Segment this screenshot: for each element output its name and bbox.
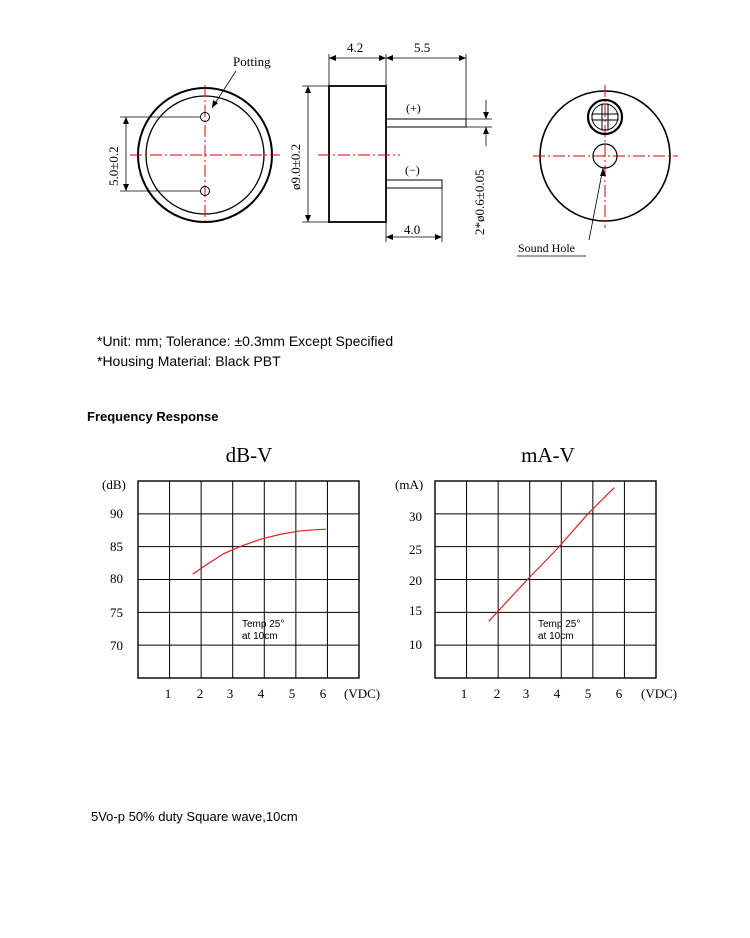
side-body xyxy=(329,86,386,222)
y-unit-label: (dB) xyxy=(102,477,126,492)
annotation-temp: Temp 25° xyxy=(538,619,581,630)
sound-hole-label: Sound Hole xyxy=(518,241,575,255)
x-tick-label: 3 xyxy=(522,686,530,701)
back-view xyxy=(517,85,678,256)
sound-hole-leader xyxy=(589,168,603,240)
x-tick-label: 4 xyxy=(553,686,561,701)
y-tick-label: 20 xyxy=(409,573,422,588)
plot-frame xyxy=(138,481,359,678)
annotation-temp: Temp 25° xyxy=(242,619,285,630)
short-lead-label: 4.0 xyxy=(404,222,421,237)
section-title: Frequency Response xyxy=(87,409,219,424)
db-v-chart xyxy=(102,443,380,701)
y-tick-label: 85 xyxy=(110,539,123,554)
chart-title: mA-V xyxy=(521,443,575,467)
x-tick-label: 6 xyxy=(319,686,327,701)
x-tick-label: 5 xyxy=(288,686,296,701)
x-tick-label: 1 xyxy=(460,686,468,701)
x-unit-label: (VDC) xyxy=(641,686,678,701)
y-unit-label: (mA) xyxy=(395,477,424,492)
positive-lead xyxy=(386,119,466,127)
ma-v-chart xyxy=(395,443,677,701)
housing-note: *Housing Material: Black PBT xyxy=(97,353,281,369)
pin-spacing-label: 5.0±0.2 xyxy=(106,146,121,186)
potting-label: Potting xyxy=(233,54,271,69)
annotation-distance: at 10cm xyxy=(538,631,574,642)
annotation-distance: at 10cm xyxy=(242,631,278,642)
x-tick-label: 2 xyxy=(196,686,204,701)
footer-note: 5Vo-p 50% duty Square wave,10cm xyxy=(91,809,298,824)
x-tick-label: 1 xyxy=(164,686,172,701)
plot-frame xyxy=(435,481,656,678)
x-tick-label: 3 xyxy=(226,686,234,701)
y-tick-label: 75 xyxy=(110,605,123,620)
x-unit-label: (VDC) xyxy=(344,686,381,701)
positive-label: (+) xyxy=(406,101,421,115)
diameter-label: ø9.0±0.2 xyxy=(288,143,303,190)
negative-lead xyxy=(386,180,442,188)
x-tick-label: 5 xyxy=(584,686,592,701)
series-line-spl xyxy=(193,529,326,574)
y-tick-label: 90 xyxy=(110,506,123,521)
series-line-current xyxy=(489,488,615,622)
y-tick-label: 15 xyxy=(409,603,422,618)
chart-title: dB-V xyxy=(225,443,273,467)
negative-label: (−) xyxy=(405,163,420,177)
unit-note: *Unit: mm; Tolerance: ±0.3mm Except Specified xyxy=(97,333,394,349)
lead-diameter-label: 2*ø0.6±0.05 xyxy=(472,169,487,235)
width-label: 4.2 xyxy=(347,40,364,55)
lead-length-label: 5.5 xyxy=(414,40,431,55)
side-view xyxy=(302,54,492,242)
x-tick-label: 6 xyxy=(615,686,623,701)
y-tick-label: 30 xyxy=(409,509,422,524)
y-tick-label: 80 xyxy=(110,571,123,586)
x-tick-label: 4 xyxy=(257,686,265,701)
technical-drawing xyxy=(0,0,750,300)
x-tick-label: 2 xyxy=(493,686,501,701)
y-tick-label: 10 xyxy=(409,637,422,652)
y-tick-label: 25 xyxy=(409,542,422,557)
front-view xyxy=(120,71,280,225)
y-tick-label: 70 xyxy=(110,638,123,653)
